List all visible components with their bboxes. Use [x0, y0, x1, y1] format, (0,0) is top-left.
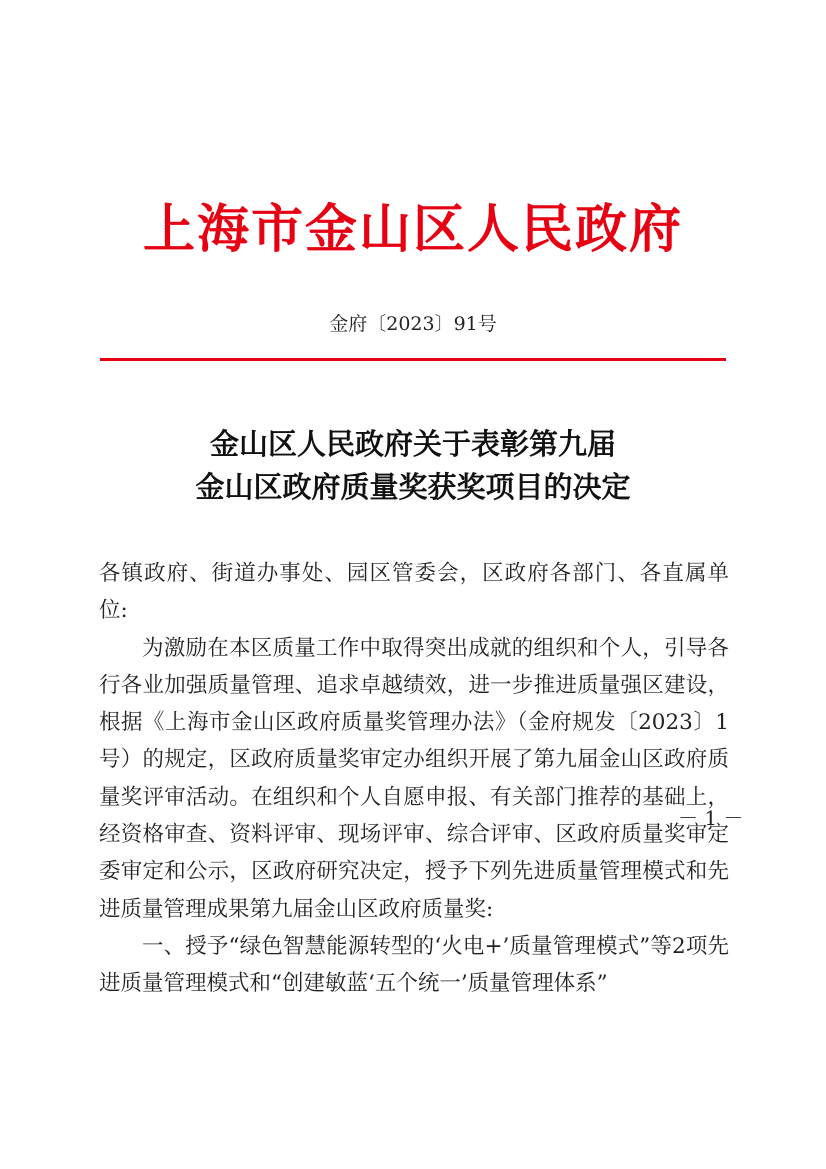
page-number: － 1 －: [678, 806, 744, 830]
document-title: [0, 423, 826, 509]
issuing-authority-title: 上海市金山区人民政府: [142, 199, 683, 260]
body-paragraph-1: 为激励在本区质量工作中取得突出成就的组织和个人，引导各行各业加强质量管理、追求卓越绩效，进一步推进质量强区建设，根据《上海市金山区政府质量奖管理办法》（金府规发〔2023〕1号）的规定，区政府质量奖审定办组织开展了第九届金山区政府质量奖评审活动。在组织和个人自愿申报、有关部门推荐的基础上，经资格审查、资料评审、现场评审、综合评审、区政府质量奖审定委审定和公示，区政府研究决定，授予下列先进质量管理模式和先进质量管理成果第九届金山区政府质量奖:: [99, 635, 729, 922]
document-body: [99, 555, 729, 1003]
document-number: 金府〔2023〕91号: [329, 313, 497, 335]
red-divider-line: [100, 358, 726, 361]
addressee: 各镇政府、街道办事处、园区管委会，区政府各部门、各直属单位:: [99, 561, 729, 624]
body-paragraph-2: 一、授予“绿色智慧能源转型的‘火电+’质量管理模式”等2项先进质量管理模式和“创建敏蓝‘五个统一’质量管理体系”: [99, 933, 729, 997]
document-title-line-1: 金山区人民政府关于表彰第九届: [209, 427, 616, 461]
document-title-line-2: 金山区政府质量奖获奖项目的决定: [195, 470, 631, 504]
